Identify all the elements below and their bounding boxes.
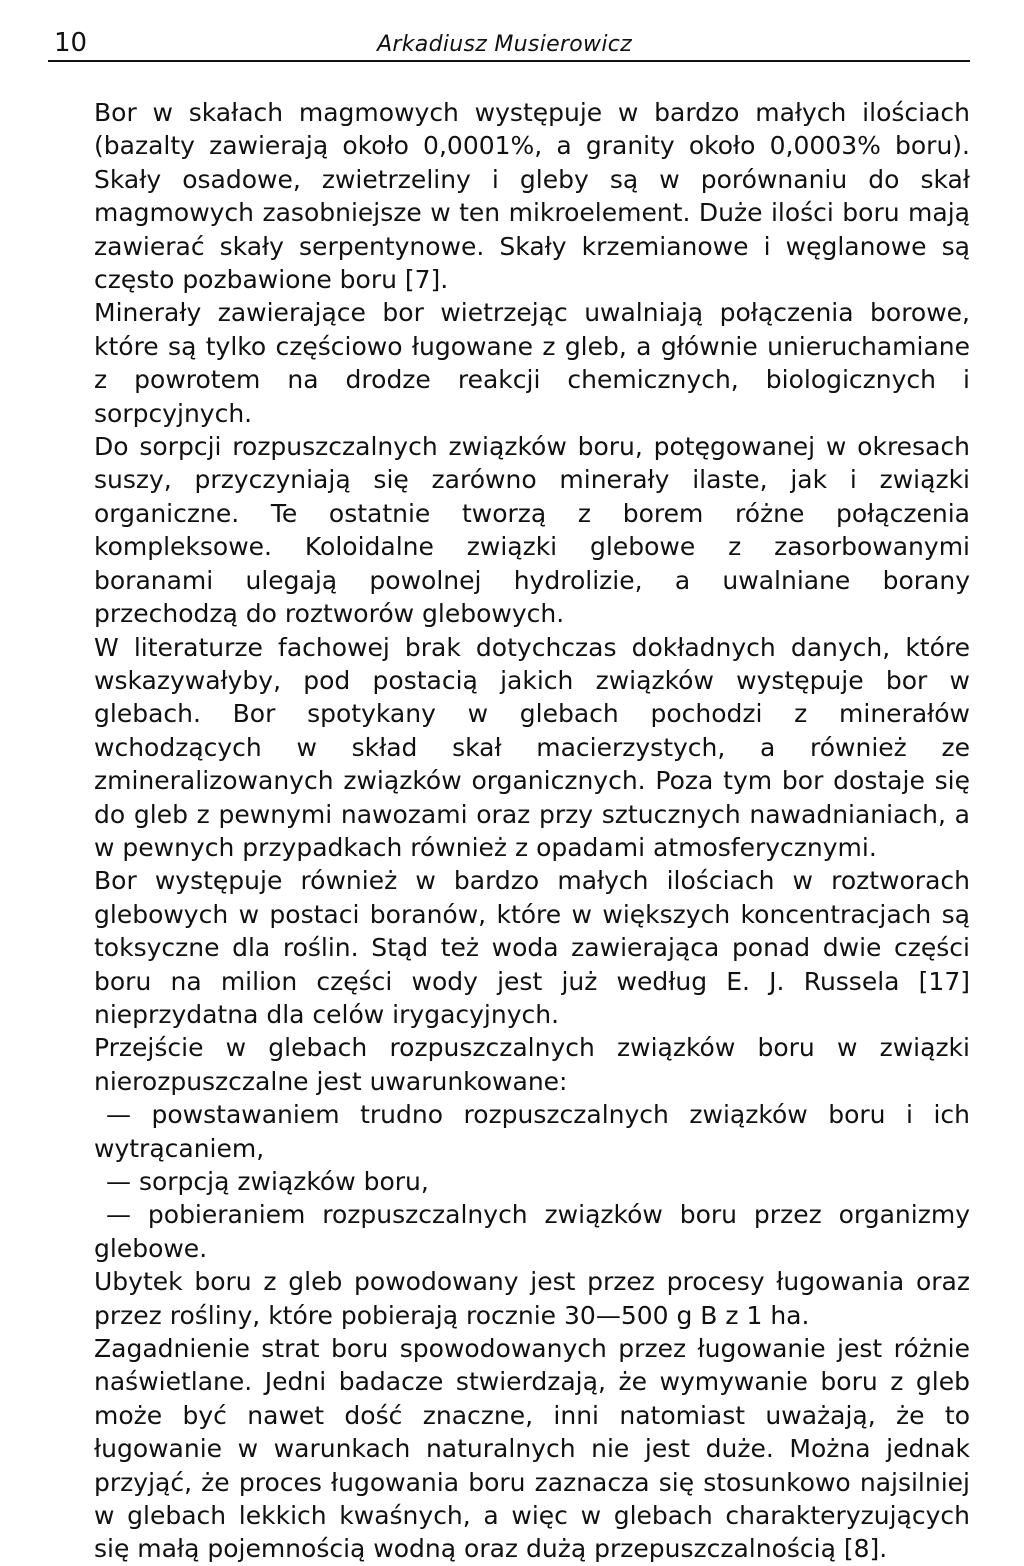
paragraph-leaching: Zagadnienie strat boru spowodowanych przez ługowanie jest różnie naświetlane. Jedni badacze stwierdzają, że wymywanie boru z gleb może być nawet dość znaczne, inni natomiast uważają, że to ługowanie w warunkach naturalnych nie jest duże. Można jednak przyjąć, że proces ługowania boru zaznacza się stosunkowo najsilniej w glebach lekkich kwaśnych, a więc w glebach charakteryzujących się małą pojemnością wodną oraz dużą przepuszczalnością [8]. — [94, 1334, 970, 1564]
body-text — [94, 96, 970, 1566]
paragraph-weathering-minerals: Minerały zawierające bor wietrzejąc uwalniają połączenia borowe, które są tylko częściowo ługowane z gleb, a głównie unieruchamiane z powrotem na drodze reakcji chemicznych, biologicznych i sorpcyjnych. — [94, 298, 970, 428]
running-title: Arkadiusz Musierowicz — [377, 32, 632, 57]
paragraph-literature: W literaturze fachowej brak dotychczas dokładnych danych, które wskazywałyby, pod postacią jakich związków występuje bor w glebach. Bor spotykany w glebach pochodzi z minerałów wchodzących w skład skał macierzystych, a również ze zmineralizowanych związków organicznych. Poza tym bor dostaje się do gleb z pewnymi nawozami oraz przy sztucznych nawadnianiach, a w pewnych przypadkach również z opadami atmosferycznymi. — [94, 632, 970, 862]
paragraph-boron-in-rocks: Bor w skałach magmowych występuje w bardzo małych ilościach (bazalty zawierają około 0,0001%, a granity około 0,0003% boru). Skały osadowe, zwietrzeliny i gleby są w porównaniu do skał magmowych zasobniejsze w ten mikroelement. Duże ilości boru mają zawierać skały serpentynowe. Skały krzemianowe i węglanowe są często pozbawione boru [7]. — [94, 98, 970, 295]
running-header — [48, 22, 970, 62]
list-item-sorption: — sorpcją związków boru, — [106, 1167, 429, 1196]
paragraph-boron-loss: Ubytek boru z gleb powodowany jest przez procesy ługowania oraz przez rośliny, które pobierają rocznie 30—500 g B z 1 ha. — [94, 1267, 970, 1330]
list-item-uptake: — pobieraniem rozpuszczalnych związków boru przez organizmy glebowe. — [94, 1200, 970, 1263]
paragraph-soil-solutions: Bor występuje również w bardzo małych ilościach w roztworach glebowych w postaci boranów, które w większych koncentracjach są toksyczne dla roślin. Stąd też woda zawierająca ponad dwie części boru na milion części wody jest już według E. J. Russela [17] nieprzydatna dla celów irygacyjnych. — [94, 866, 970, 1029]
list-item-precipitation: — powstawaniem trudno rozpuszczalnych związków boru i ich wytrącaniem, — [94, 1100, 970, 1163]
paragraph-transition-intro: Przejście w glebach rozpuszczalnych związków boru w związki nierozpuszczalne jest uwarunkowane: — [94, 1033, 970, 1096]
paragraph-sorption: Do sorpcji rozpuszczalnych związków boru, potęgowanej w okresach suszy, przyczyniają się zarówno minerały ilaste, jak i związki organiczne. Te ostatnie tworzą z borem różne połączenia kompleksowe. Koloidalne związki glebowe z zasorbowanymi boranami ulegają powolnej hydrolizie, a uwalniane borany przechodzą do roztworów glebowych. — [94, 432, 970, 629]
page-number: 10 — [54, 28, 88, 58]
